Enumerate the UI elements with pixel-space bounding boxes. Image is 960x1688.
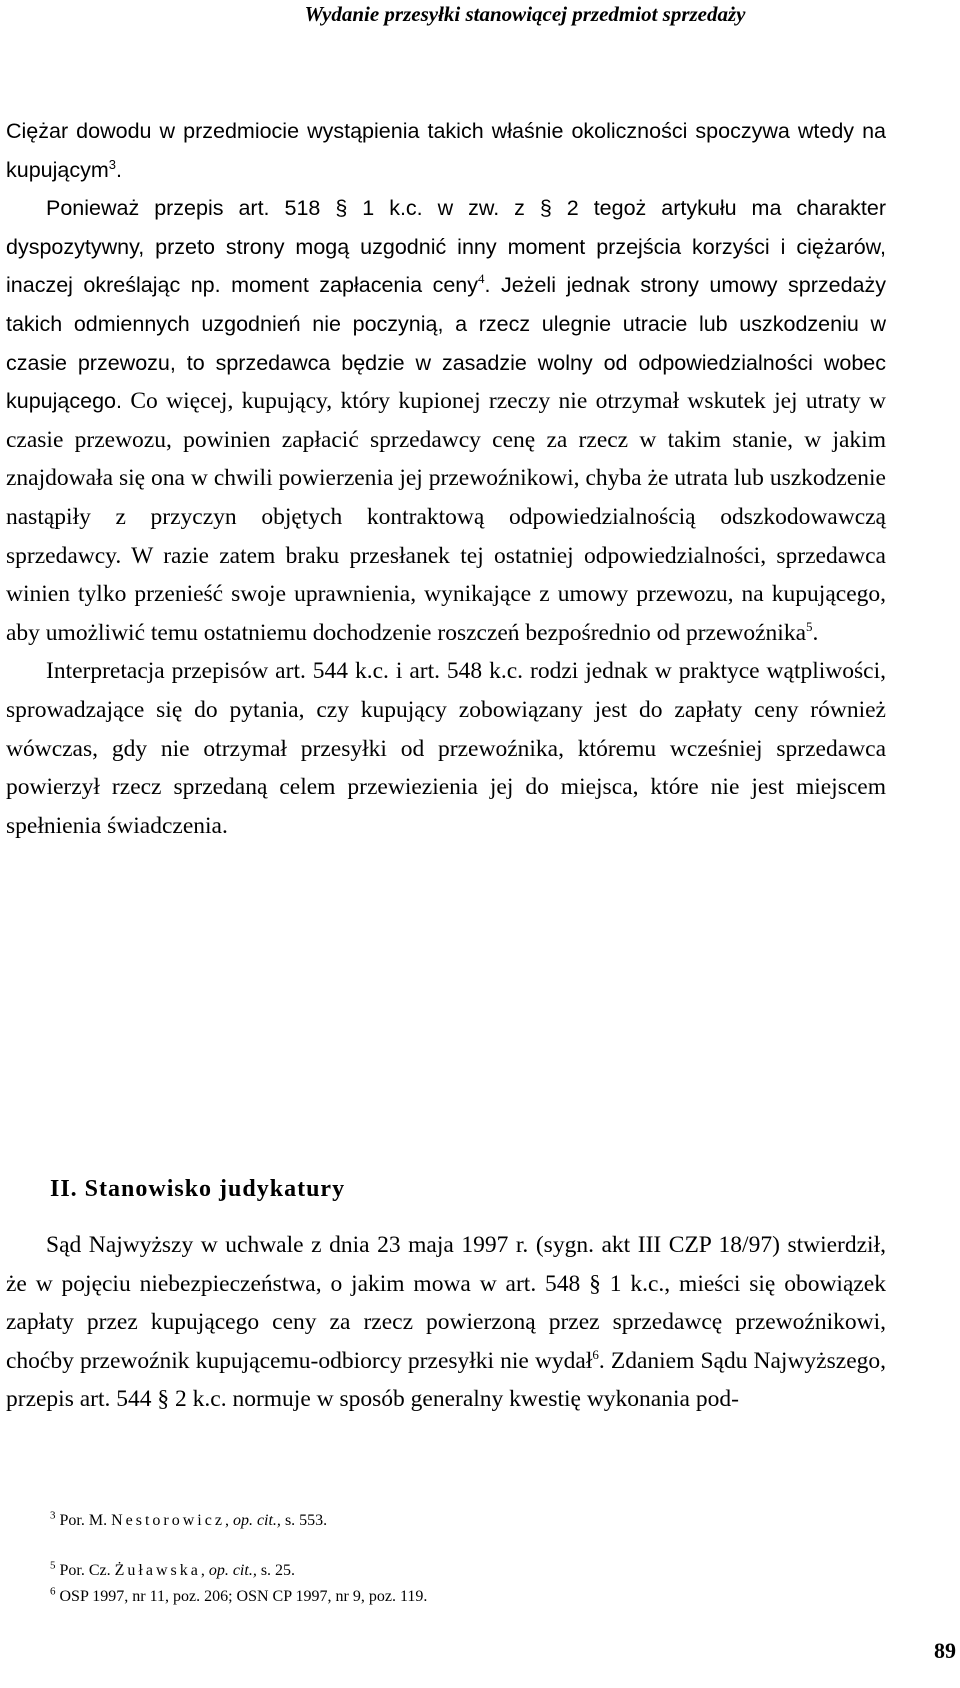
running-header: Wydanie przesyłki stanowiącej przedmiot sprzedaży	[304, 2, 746, 26]
main-text	[6, 112, 886, 845]
footnote-6: $^6$ OSP 1997, nr 11, poz. 206; OSN CP 1997, nr 9, poz. 119.	[50, 1585, 428, 1605]
footnote-3: $^3$ Por. M. Nestorowicz, op. cit., s. 553.	[50, 1509, 328, 1529]
footnote-ref-6: 6	[592, 1346, 599, 1362]
footnote-5: $^5$ Por. Cz. Żuławska, op. cit., s. 25.	[50, 1559, 296, 1579]
page-number: 89	[934, 1638, 956, 1663]
paragraph-4: Sąd Najwyższy w uchwale z dnia 23 maja 1997 r. (sygn. akt III CZP 18/97) stwierdził, że w pojęciu niebezpieczeństwa, o jakim mowa w art. 548 § 1 k.c., mieści się obowiązek zapłaty przez kupującego ceny za rzecz powierzoną przez sprzedawcę przewoźnikowi, choćby przewoźnik kupującemu-odbiorcy przesyłki nie wydał$^6$. Zdaniem Sądu Najwyższego, przepis art. 544 § 2 k.c. normuje w sposób generalny kwestię wykonania pod-	[6, 1232, 886, 1413]
section-heading: II. Stanowisko judykatury	[50, 1176, 346, 1202]
paragraph-3: Interpretacja przepisów art. 544 k.c. i art. 548 k.c. rodzi jednak w praktyce wątpliwości, sprowadzające się do pytania, czy kupujący zobowiązany jest do zapłaty ceny również wówczas, gdy nie otrzymał przesyłki od przewoźnika, któremu wcześniej sprzedawca powierzył rzecz sprzedaną celem przewiezienia jej do miejsca, które nie jest miejscem spełnienia świadczenia.	[6, 658, 886, 839]
footnote-ref-3: 3	[108, 156, 116, 172]
paragraph-1: Ciężar dowodu w przedmiocie wystąpienia takich właśnie okoliczności spoczywa wtedy na kupującym$^3$.	[6, 119, 886, 182]
footnote-ref-4: 4	[478, 271, 485, 287]
footnote-ref-5: 5	[806, 618, 813, 634]
paragraph-2: Ponieważ przepis art. 518 § 1 k.c. w zw. z § 2 tegoż artykułu ma charakter dyspozytywny, przeto strony mogą uzgodnić inny moment przejścia korzyści i ciężarów, inaczej określając np. moment zapłacenia ceny$^4$. Jeżeli jednak strony umowy sprzedaży takich odmiennych uzgodnień nie poczynią, a rzecz ulegnie utracie lub uszkodzeniu w czasie przewozu, to sprzedawca będzie w zasadzie wolny od odpowiedzialności wobec kupującego. Co więcej, kupujący, który kupionej rzeczy nie otrzymał wskutek jej utraty w czasie przewozu, powinien zapłacić sprzedawcy cenę za rzecz w takim stanie, w jakim znajdowała się ona w chwili powierzenia jej przewoźnikowi, chyba że utrata lub uszkodzenie nastąpiły z przyczyn objętych kontraktową odpowiedzialnością odszkodowawczą sprzedawcy. W razie zatem braku przesłanek tej ostatniej odpowiedzialności, sprzedawca winien tylko przenieść swoje uprawnienia, wynikające z umowy przewozu, na kupującego, aby umożliwić temu ostatniemu dochodzenie roszczeń bezpośrednio od przewoźnika$^5$.	[6, 196, 886, 646]
main-text-2	[6, 1226, 886, 1419]
